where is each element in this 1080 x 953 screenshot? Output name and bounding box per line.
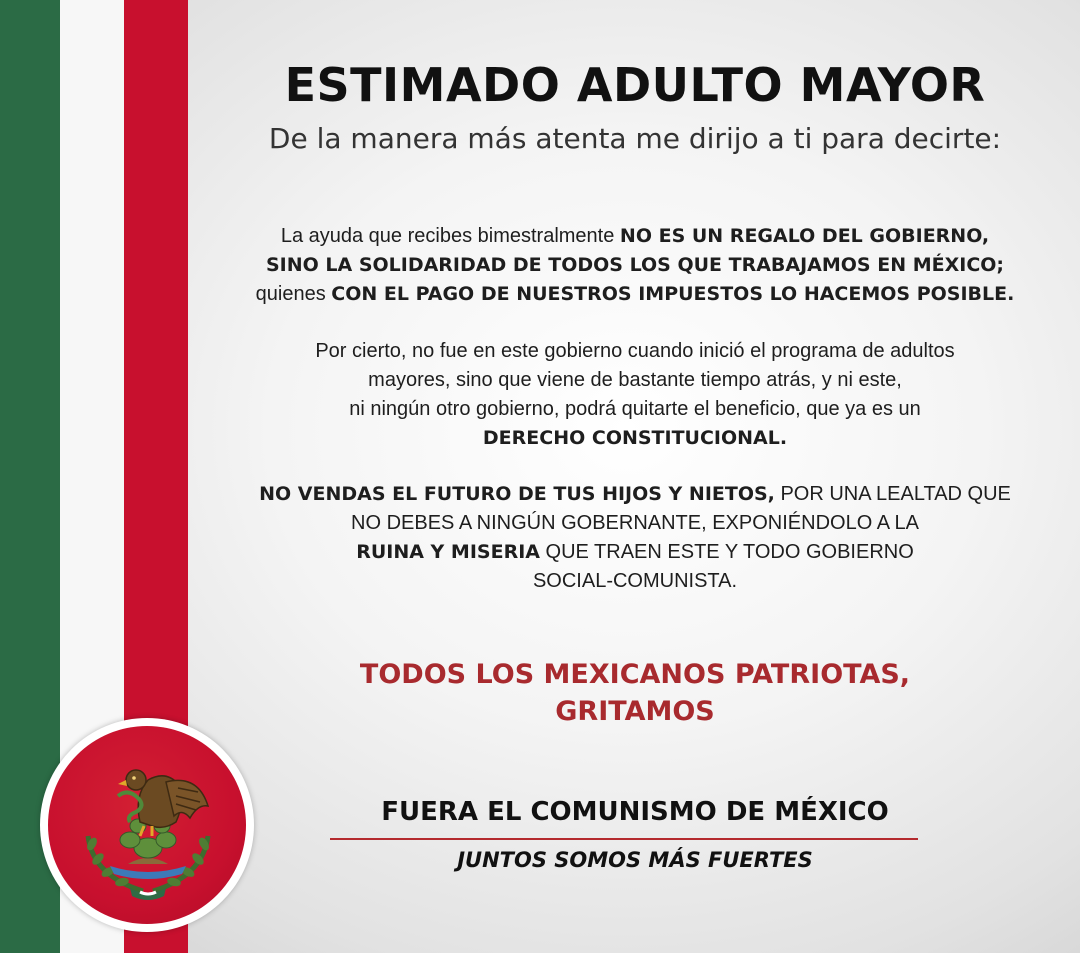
paragraph3-line4: SOCIAL-COMUNISTA. (532, 570, 738, 592)
paragraph-future-warning (210, 480, 1060, 596)
paragraph1-line1-emphasis: NO ES UN REGALO DEL GOBIERNO, (619, 225, 990, 247)
paragraph-aid-not-gift (210, 222, 1060, 309)
paragraph3-line3-text: QUE TRAEN ESTE Y TODO GOBIERNO (539, 541, 914, 563)
paragraph3-line1-text: POR UNA LEALTAD QUE (774, 483, 1011, 505)
slogan-divider (330, 838, 918, 840)
paragraph1-line2-emphasis: SINO LA SOLIDARIDAD DE TODOS LOS QUE TRABAJAMOS EN MÉXICO; (265, 254, 1005, 276)
paragraph3-line1 (210, 480, 1060, 509)
paragraph2-line2: mayores, sino que viene de bastante tiempo atrás, y ni este, (368, 369, 902, 391)
paragraph1-line2 (210, 251, 1060, 280)
patriots-line1: TODOS LOS MEXICANOS PATRIOTAS, (359, 659, 911, 690)
paragraph3-line3-emphasis: RUINA Y MISERIA (356, 541, 540, 563)
patriots-line2: GRITAMOS (555, 696, 715, 727)
patriots-callout (210, 656, 1060, 730)
page-title: ESTIMADO ADULTO MAYOR (284, 58, 986, 112)
motto-tagline: JUNTOS SOMOS MÁS FUERTES (457, 848, 813, 872)
paragraph1-line1 (210, 222, 1060, 251)
slogan-heading: FUERA EL COMUNISMO DE MÉXICO (381, 797, 889, 827)
paragraph1-line3-text: quienes (255, 283, 332, 305)
paragraph2-line4 (210, 424, 1060, 453)
paragraph2-line3: ni ningún otro gobierno, podrá quitarte el beneficio, que ya es un (349, 398, 921, 420)
paragraph1-line1-text: La ayuda que recibes bimestralmente (280, 225, 620, 247)
paragraph-constitutional-right (210, 337, 1060, 453)
paragraph1-line3-emphasis: CON EL PAGO DE NUESTROS IMPUESTOS LO HACEMOS POSIBLE. (331, 283, 1015, 305)
paragraph2-line1: Por cierto, no fue en este gobierno cuando inició el programa de adultos (315, 340, 955, 362)
paragraph3-line1-emphasis: NO VENDAS EL FUTURO DE TUS HIJOS Y NIETOS, (259, 483, 775, 505)
paragraph3-line2: NO DEBES A NINGÚN GOBERNANTE, EXPONIÉNDOLO A LA (351, 512, 919, 534)
page-subtitle: De la manera más atenta me dirijo a ti para decirte: (268, 122, 1002, 155)
paragraph3-line3 (210, 538, 1060, 567)
paragraph1-line3 (210, 280, 1060, 309)
paragraph2-line4-emphasis: DERECHO CONSTITUCIONAL. (482, 427, 788, 449)
